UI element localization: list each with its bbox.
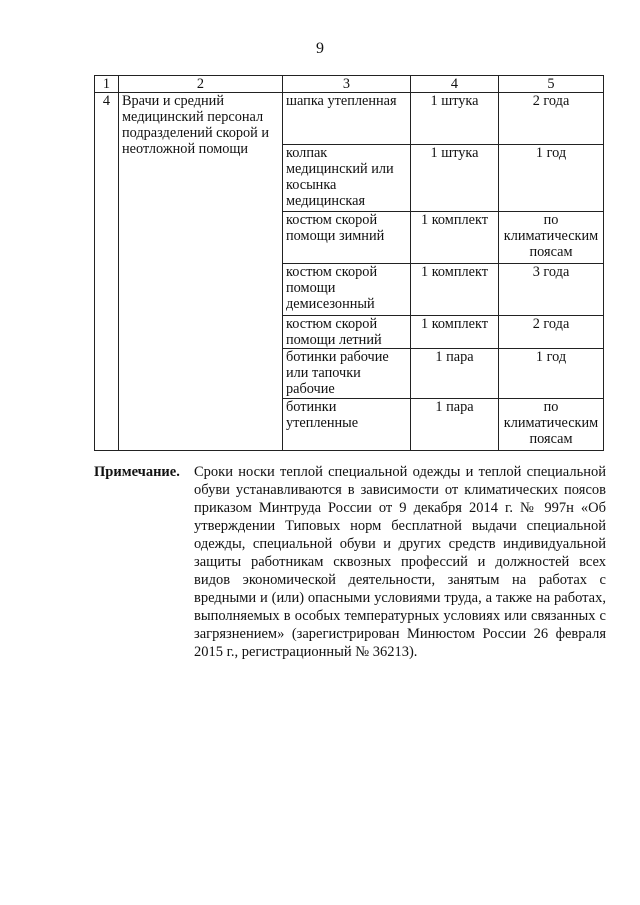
page-number: 9: [316, 40, 324, 57]
staff-category: Врачи и средний медицинский персонал подразделений скорой и неотложной помощи: [119, 93, 283, 451]
item-wear-term: 2 года: [499, 93, 604, 145]
item-name: шапка утепленная: [283, 93, 411, 145]
item-wear-term: 1 год: [499, 349, 604, 399]
item-name: костюм скорой помощи зимний: [283, 212, 411, 264]
note-text: Сроки носки теплой специальной одежды и теплой специальной обуви устанавливаются в зависимости от климатических поясов приказом Минтруда России от 9 декабря 2014 г. № 997н «Об утверждении Типовых норм бесплатной выдачи специальной одежды, специальной обуви и других средств индивидуальной защиты работникам сквозных профессий и должностей всех видов экономической деятельности, занятым на работах с вредными и (или) опасными условиями труда, а также на работах, выполняемых в особых температурных условиях или связанных с загрязнением» (зарегистрирован Минюстом России 26 февраля 2015 г., регистрационный № 36213).: [194, 464, 606, 660]
item-name: костюм скорой помощи летний: [283, 316, 411, 349]
table-row: [95, 93, 604, 145]
item-wear-term: по климатическим поясам: [499, 399, 604, 451]
item-wear-term: 1 год: [499, 145, 604, 212]
protective-clothing-norms-table: [94, 75, 604, 451]
column-number-4: 4: [411, 76, 499, 93]
item-quantity: 1 комплект: [411, 316, 499, 349]
item-name: ботинки рабочие или тапочки рабочие: [283, 349, 411, 399]
note-label: Примечание.: [94, 464, 180, 480]
column-number-3: 3: [283, 76, 411, 93]
item-quantity: 1 пара: [411, 349, 499, 399]
item-name: костюм скорой помощи демисезонный: [283, 264, 411, 316]
item-quantity: 1 комплект: [411, 212, 499, 264]
item-wear-term: 3 года: [499, 264, 604, 316]
item-quantity: 1 штука: [411, 93, 499, 145]
column-number-2: 2: [119, 76, 283, 93]
item-name: ботинки утепленные: [283, 399, 411, 451]
column-number-1: 1: [95, 76, 119, 93]
table-header-row: [95, 76, 604, 93]
row-number: 4: [95, 93, 119, 451]
item-wear-term: 2 года: [499, 316, 604, 349]
item-quantity: 1 штука: [411, 145, 499, 212]
item-wear-term: по климатическим поясам: [499, 212, 604, 264]
column-number-5: 5: [499, 76, 604, 93]
item-quantity: 1 комплект: [411, 264, 499, 316]
item-name: колпак медицинский или косынка медицинская: [283, 145, 411, 212]
item-quantity: 1 пара: [411, 399, 499, 451]
